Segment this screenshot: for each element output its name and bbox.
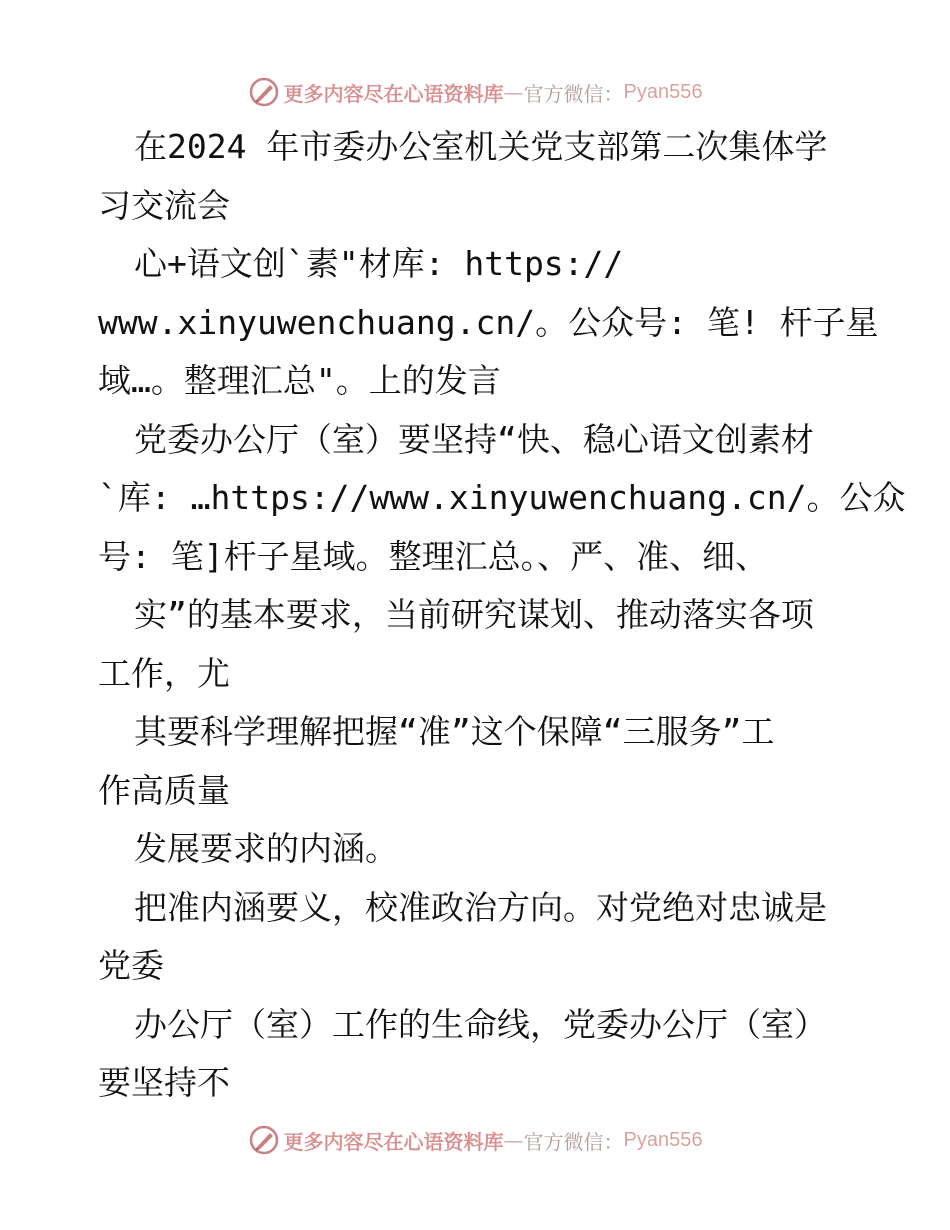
footer-watermark — [0, 1120, 950, 1160]
text-line: 把准内涵要义，校准政治方向。对党绝对忠诚是 — [134, 887, 827, 927]
text-line: 号: 笔]杆子星域。整理汇总。、严、准、细、 — [98, 536, 769, 576]
watermark-main-text: 更多内容尽在心语资料库 — [283, 1129, 504, 1154]
watermark-wechat-id: Pyan556 — [623, 80, 703, 103]
watermark-wechat-label: 官方微信： — [523, 1129, 624, 1154]
pen-logo-icon — [248, 1124, 280, 1156]
text-line: 其要科学理解把握“准”这个保障“三服务”工 — [134, 712, 775, 751]
text-line: 办公厅（室）工作的生命线，党委办公厅（室） — [134, 1004, 827, 1044]
watermark-wechat-id: Pyan556 — [623, 1128, 703, 1151]
text-line: 发展要求的内涵。 — [134, 829, 398, 868]
text-line: www.xinyuwenchuang.cn/。公众号: 笔! 杆子星 — [98, 302, 879, 342]
pen-logo-icon — [248, 76, 280, 108]
header-watermark — [0, 72, 950, 112]
text-line: 党委办公厅（室）要坚持“快、稳心语文创素材 — [134, 419, 814, 459]
text-line: `库: …https://www.xinyuwenchuang.cn/。公众 — [98, 478, 906, 517]
watermark-dash: — — [503, 80, 524, 104]
watermark-dash: — — [503, 1128, 524, 1152]
text-line: 实”的基本要求，当前研究谋划、推动落实各项 — [134, 595, 814, 634]
document-body — [98, 118, 906, 1113]
text-line: 作高质量 — [98, 770, 230, 810]
text-line: 要坚持不 — [98, 1063, 230, 1102]
text-line: 工作，尤 — [98, 653, 230, 693]
text-line: 在2024 年市委办公室机关党支部第二次集体学 — [134, 127, 828, 166]
watermark-wechat-label: 官方微信： — [523, 81, 624, 106]
text-line: 习交流会 — [98, 185, 230, 225]
text-line: 心+语文创`素"材库: https:// — [134, 244, 624, 283]
watermark-main-text: 更多内容尽在心语资料库 — [283, 81, 504, 106]
text-line: 域…。整理汇总"。上的发言 — [98, 361, 501, 400]
text-line: 党委 — [98, 946, 164, 985]
